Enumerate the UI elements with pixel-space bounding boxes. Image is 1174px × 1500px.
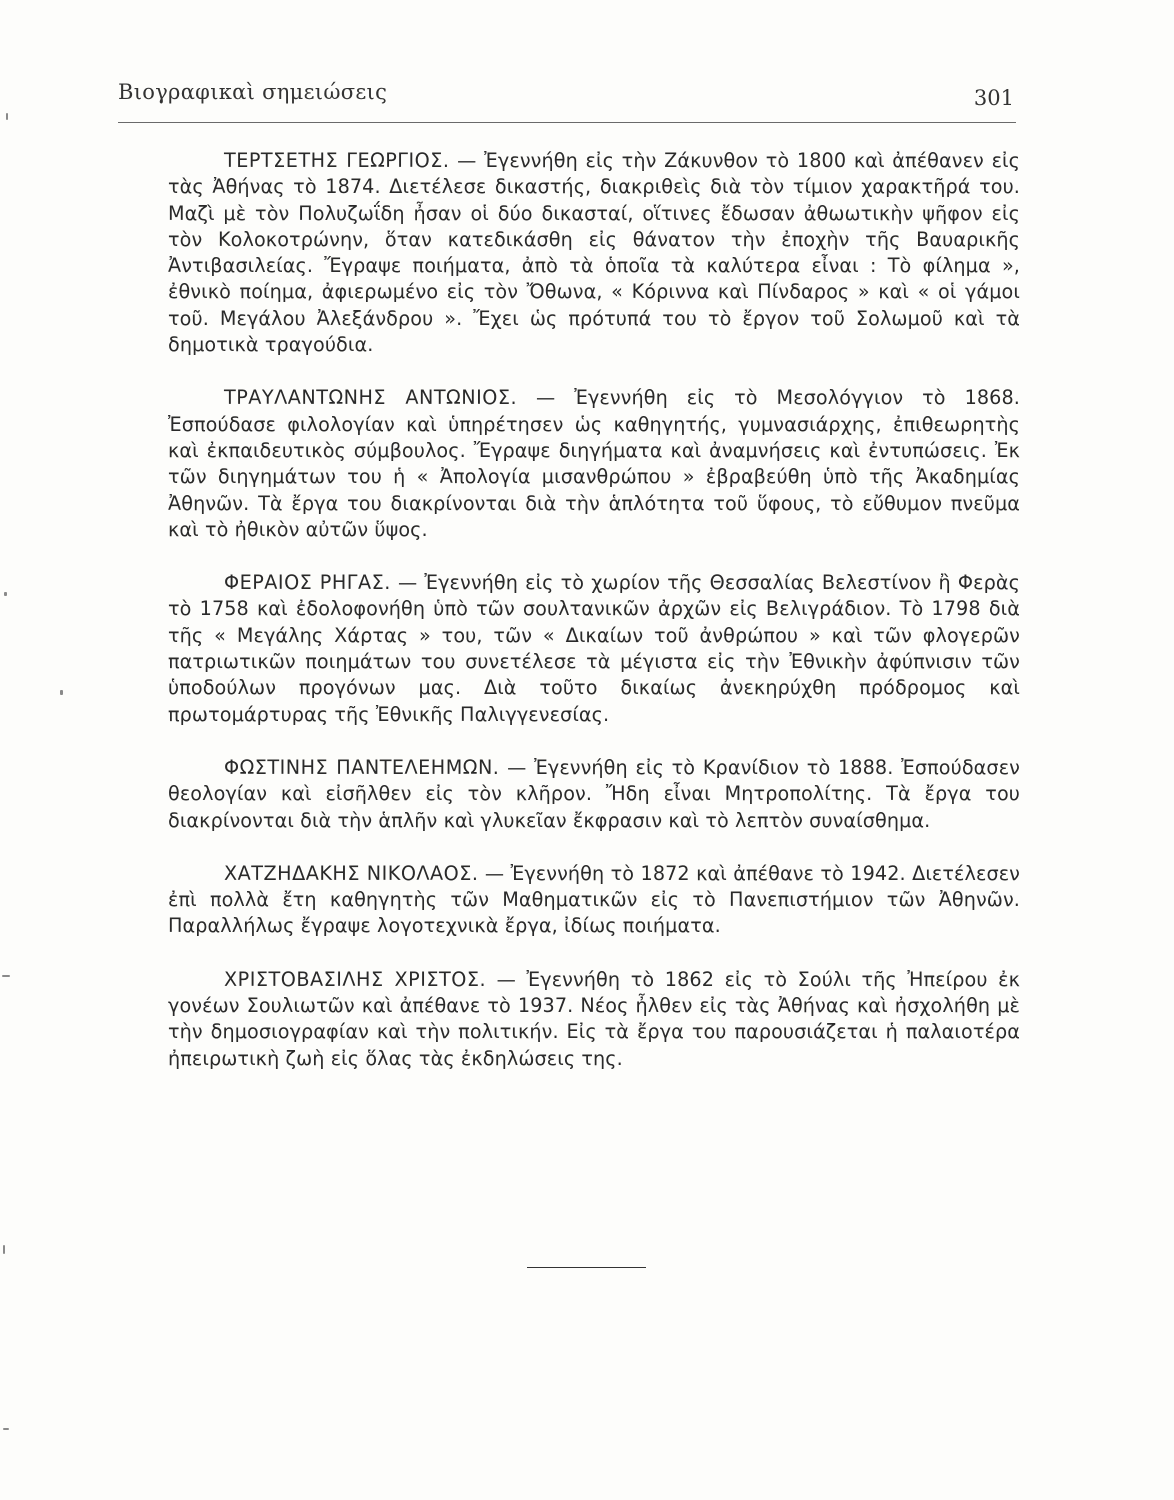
page-number: 301: [973, 86, 1014, 110]
entry-text: — Ἐγεννήθη εἰς τὸ Μεσολόγγιον τὸ 1868. Ἐσπούδασε φιλολογίαν καὶ ὑπηρέτησεν ὡς καθηγητής, γυμνασιάρχης, ἐπιθεωρητὴς καὶ ἐκπαιδευτικὸς σύμβουλος. Ἔγραψε διηγήματα καὶ ἀναμνήσεις καὶ ἐντυπώσεις. Ἐκ τῶν διηγημάτων του ἡ « Ἀπολογία μισανθρώπου » ἐβραβεύθη ὑπὸ τῆς Ἀκαδημίας Ἀθηνῶν. Τὰ ἔργα του διακρίνονται διὰ τὴν ἁπλότητα τοῦ ὕφους, τὸ εὔθυμον πνεῦμα καὶ τὸ ἠθικὸν αὐτῶν ὕψος.: [168, 386, 1020, 541]
scan-speck: [3, 1428, 9, 1430]
scan-speck: [4, 592, 7, 596]
scan-speck: [2, 975, 10, 977]
entry-feraios: [168, 570, 1020, 728]
entry-text: — Ἐγεννήθη εἰς τὸ Κρανίδιον τὸ 1888. Ἐσπούδασεν θεολογίαν καὶ εἰσῆλθεν εἰς τὸν κλῆρον. Ἤδη εἶναι Μητροπολίτης. Τὰ ἔργα του διακρίνονται διὰ τὴν ἁπλῆν καὶ γλυκεῖαν ἔκφρασιν καὶ τὸ λεπτὸν συναίσθημα.: [168, 755, 1020, 832]
entry-text: — Ἐγεννήθη εἰς τὸ χωρίον τῆς Θεσσαλίας Βελεστίνον ἢ Φερὰς τὸ 1758 καὶ ἐδολοφονήθη ὑπὸ τῶν σουλτανικῶν ἀρχῶν εἰς Βελιγράδιον. Τὸ 1798 διὰ τῆς « Μεγάλης Χάρτας » του, τῶν « Δικαίων τοῦ ἀνθρώπου » καὶ τῶν φλογερῶν πατριωτικῶν ποιημάτων του συνετέλεσε τὰ μέγιστα εἰς τὴν Ἐθνικὴν ἀφύπνισιν τῶν ὑποδούλων προγόνων μας. Διὰ τοῦτο δικαίως ἀνεκηρύχθη πρόδρομος καὶ πρωτομάρτυρας τῆς Ἐθνικῆς Παλιγγενεσίας.: [168, 571, 1020, 726]
scan-speck: [3, 1245, 5, 1254]
running-title: Βιογραφικαὶ σημειώσεις: [118, 80, 388, 104]
entry-text: — Ἐγεννήθη τὸ 1862 εἰς τὸ Σούλι τῆς Ἠπείρου ἐκ γονέων Σουλιωτῶν καὶ ἀπέθανε τὸ 1937. Νέος ἦλθεν εἰς τὰς Ἀθήνας καὶ ἠσχολήθη μὲ τὴν δημοσιογραφίαν καὶ τὴν πολιτικήν. Εἰς τὰ ἔργα του παρουσιάζεται ἡ παλαιοτέρα ἠπειρωτικὴ ζωὴ εἰς ὅλας τὰς ἐκδηλώσεις της.: [168, 967, 1020, 1070]
entry-fostinis: [168, 755, 1020, 834]
entry-name: ΧΑΤΖΗΔΑΚΗΣ ΝΙΚΟΛΑΟΣ.: [224, 861, 479, 885]
entry-name: ΦΕΡΑΙΟΣ ΡΗΓΑΣ.: [224, 571, 391, 595]
end-rule: [527, 1267, 646, 1268]
entry-name: ΦΩΣΤΙΝΗΣ ΠΑΝΤΕΛΕΗΜΩΝ.: [224, 755, 500, 779]
entry-name: ΤΡΑΥΛΑΝΤΩΝΗΣ ΑΝΤΩΝΙΟΣ.: [224, 386, 518, 410]
entry-text: — Ἐγεννήθη τὸ 1872 καὶ ἀπέθανε τὸ 1942. Διετέλεσεν ἐπὶ πολλὰ ἔτη καθηγητὴς τῶν Μαθηματικῶν εἰς τὸ Πανεπιστήμιον τῶν Ἀθηνῶν. Παραλλήλως ἔγραψε λογοτεχνικὰ ἔργα, ἰδίως ποιήματα.: [168, 861, 1020, 938]
scan-speck: [60, 690, 63, 695]
entry-christovasilis: [168, 967, 1020, 1072]
biographical-notes: [168, 148, 1020, 1099]
entry-tertsetis: [168, 148, 1020, 358]
entry-travlantonis: [168, 385, 1020, 543]
entry-name: ΧΡΙΣΤΟΒΑΣΙΛΗΣ ΧΡΙΣΤΟΣ.: [224, 967, 487, 991]
entry-name: ΤΕΡΤΣΕΤΗΣ ΓΕΩΡΓΙΟΣ.: [224, 149, 450, 172]
page-header: [118, 74, 1016, 123]
entry-text: — Ἐγεννήθη εἰς τὴν Ζάκυνθον τὸ 1800 καὶ ἀπέθανεν εἰς τὰς Ἀθήνας τὸ 1874. Διετέλεσε δικαστής, διακριθεὶς διὰ τὸν τίμιον χαρακτῆρά του. Μαζὶ μὲ τὸν Πολυζωΐδη ἦσαν οἱ δύο δικασταί, οἵτινες ἔδωσαν ἀθωωτικὴν ψῆφον εἰς τὸν Κολοκοτρώνην, ὅταν κατεδικάσθη εἰς θάνατον τὴν ἐποχὴν τῆς Βαυαρικῆς Ἀντιβασιλείας. Ἔγραψε ποιήματα, ἀπὸ τὰ ὁποῖα τὰ καλύτερα εἶναι : Τὸ φίλημα », ἐθνικὸ ποίημα, ἀφιερωμένο εἰς τὸν Ὄθωνα, « Κόριννα καὶ Πίνδαρος » καὶ « οἱ γάμοι τοῦ. Μεγάλου Ἀλεξάνδρου ». Ἔχει ὡς πρότυπά του τὸ ἔργον τοῦ Σολωμοῦ καὶ τὰ δημοτικὰ τραγούδια.: [168, 149, 1020, 357]
scan-speck: [6, 113, 8, 120]
entry-chatzidakis: [168, 861, 1020, 940]
